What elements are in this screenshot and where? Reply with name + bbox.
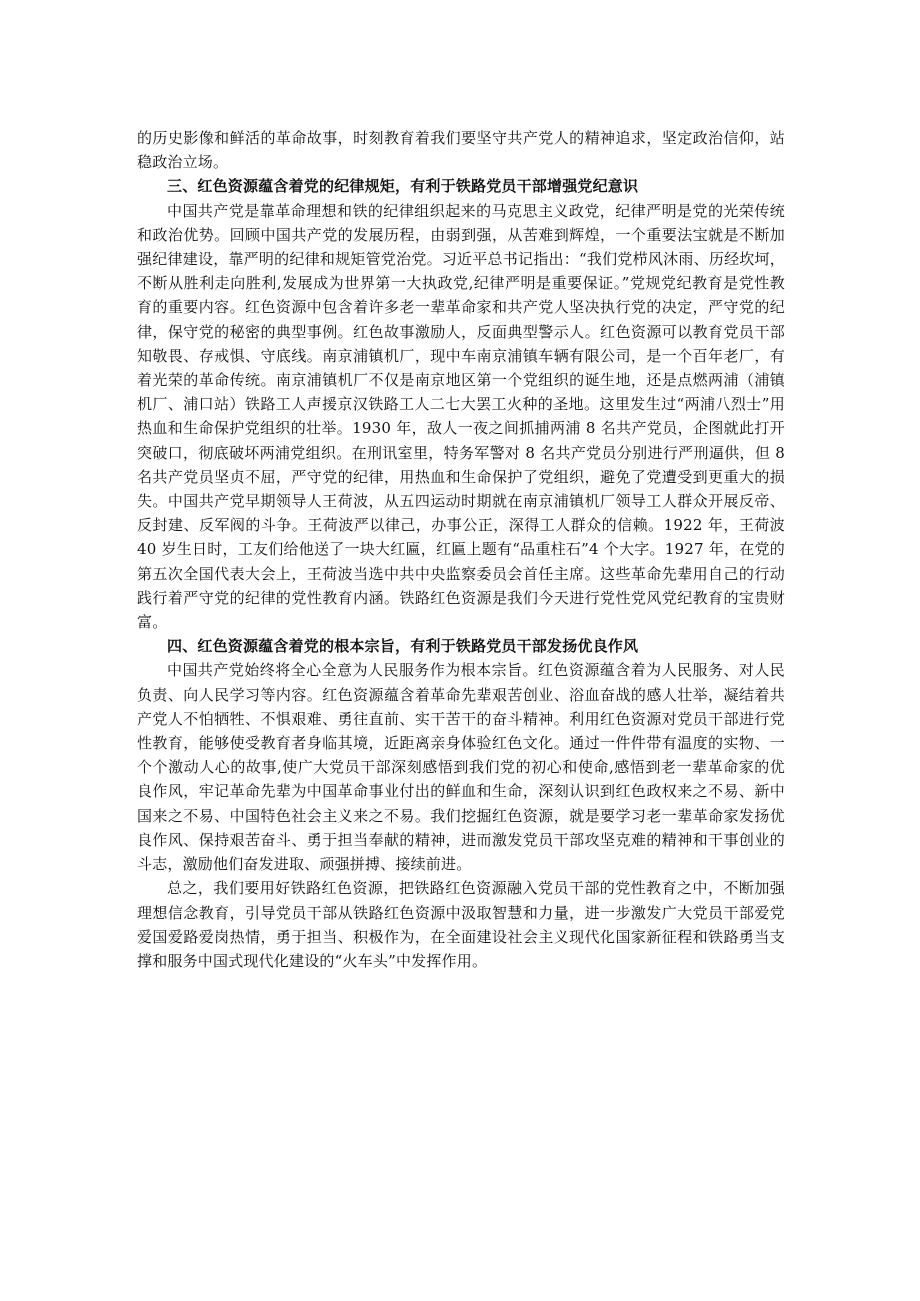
section-4-heading: 四、红色资源蕴含着党的根本宗旨，有利于铁路党员干部发扬优良作风	[167, 637, 639, 656]
intro-continuation-paragraph: 的历史影像和鲜活的革命故事，时刻教育着我们要坚守共产党人的精神追求，坚定政治信仰，站稳政治立场。	[137, 129, 785, 172]
conclusion-paragraph: 总之，我们要用好铁路红色资源，把铁路红色资源融入党员干部的党性教育之中，不断加强理想信念教育，引导党员干部从铁路红色资源中汲取智慧和力量，进一步激发广大党员干部爱党爱国爱路爱岗热情，勇于担当、积极作为，在全面建设社会主义现代化国家新征程和铁路勇当支撑和服务中国式现代化建设的“火车头”中发挥作用。	[137, 879, 785, 970]
section-3-heading: 三、红色资源蕴含着党的纪律规矩，有利于铁路党员干部增强党纪意识	[167, 177, 639, 196]
document-page	[137, 126, 785, 973]
section-3-body-paragraph: 中国共产党是靠革命理想和铁的纪律组织起来的马克思主义政党，纪律严明是党的光荣传统和政治优势。回顾中国共产党的发展历程，由弱到强，从苦难到辉煌，一个重要法宝就是不断加强纪律建设，靠严明的纪律和规矩管党治党。习近平总书记指出：“我们党栉风沐雨、历经坎坷，不断从胜利走向胜利,发展成为世界第一大执政党,纪律严明是重要保证。”党规党纪教育是党性教育的重要内容。红色资源中包含着许多老一辈革命家和共产党人坚决执行党的决定，严守党的纪律，保守党的秘密的典型事例。红色故事激励人，反面典型警示人。红色资源可以教育党员干部知敬畏、存戒惧、守底线。南京浦镇机厂，现中车南京浦镇车辆有限公司，是一个百年老厂，有着光荣的革命传统。南京浦镇机厂不仅是南京地区第一个党组织的诞生地，还是点燃两浦（浦镇机厂、浦口站）铁路工人声援京汉铁路工人二七大罢工火种的圣地。这里发生过“两浦八烈士”用热血和生命保护党组织的壮举。1930 年，敌人一夜之间抓捕两浦 8 名共产党员，企图就此打开突破口，彻底破坏两浦党组织。在刑讯室里，特务军警对 8 名共产党员分别进行严刑逼供，但 8 名共产党员坚贞不屈，严守党的纪律，用热血和生命保护了党组织，避免了党遭受到更重大的损失。中国共产党早期领导人王荷波，从五四运动时期就在南京浦镇机厂领导工人群众开展反帝、反封建、反军阀的斗争。王荷波严以律己，办事公正，深得工人群众的信赖。1922 年，王荷波 40 岁生日时，工友们给他送了一块大红匾，红匾上题有“品重柱石”4 个大字。1927 年，在党的第五次全国代表大会上，王荷波当选中共中央监察委员会首任主席。这些革命先辈用自己的行动践行着严守党的纪律的党性教育内涵。铁路红色资源是我们今天进行党性党风党纪教育的宝贵财富。	[137, 201, 785, 632]
section-4-body-paragraph: 中国共产党始终将全心全意为人民服务作为根本宗旨。红色资源蕴含着为人民服务、对人民负责、向人民学习等内容。红色资源蕴含着革命先辈艰苦创业、浴血奋战的感人壮举，凝结着共产党人不怕牺牲、不惧艰难、勇往直前、实干苦干的奋斗精神。利用红色资源对党员干部进行党性教育，能够使受教育者身临其境，近距离亲身体验红色文化。通过一件件带有温度的实物、一个个激动人心的故事,使广大党员干部深刻感悟到我们党的初心和使命,感悟到老一辈革命家的优良作风，牢记革命先辈为中国革命事业付出的鲜血和生命，深刻认识到红色政权来之不易、新中国来之不易、中国特色社会主义来之不易。我们挖掘红色资源，就是要学习老一辈革命家发扬优良作风、保持艰苦奋斗、勇于担当奉献的精神，进而激发党员干部攻坚克难的精神和干事创业的斗志，激励他们奋发进取、顽强拼搏、接续前进。	[137, 661, 785, 874]
